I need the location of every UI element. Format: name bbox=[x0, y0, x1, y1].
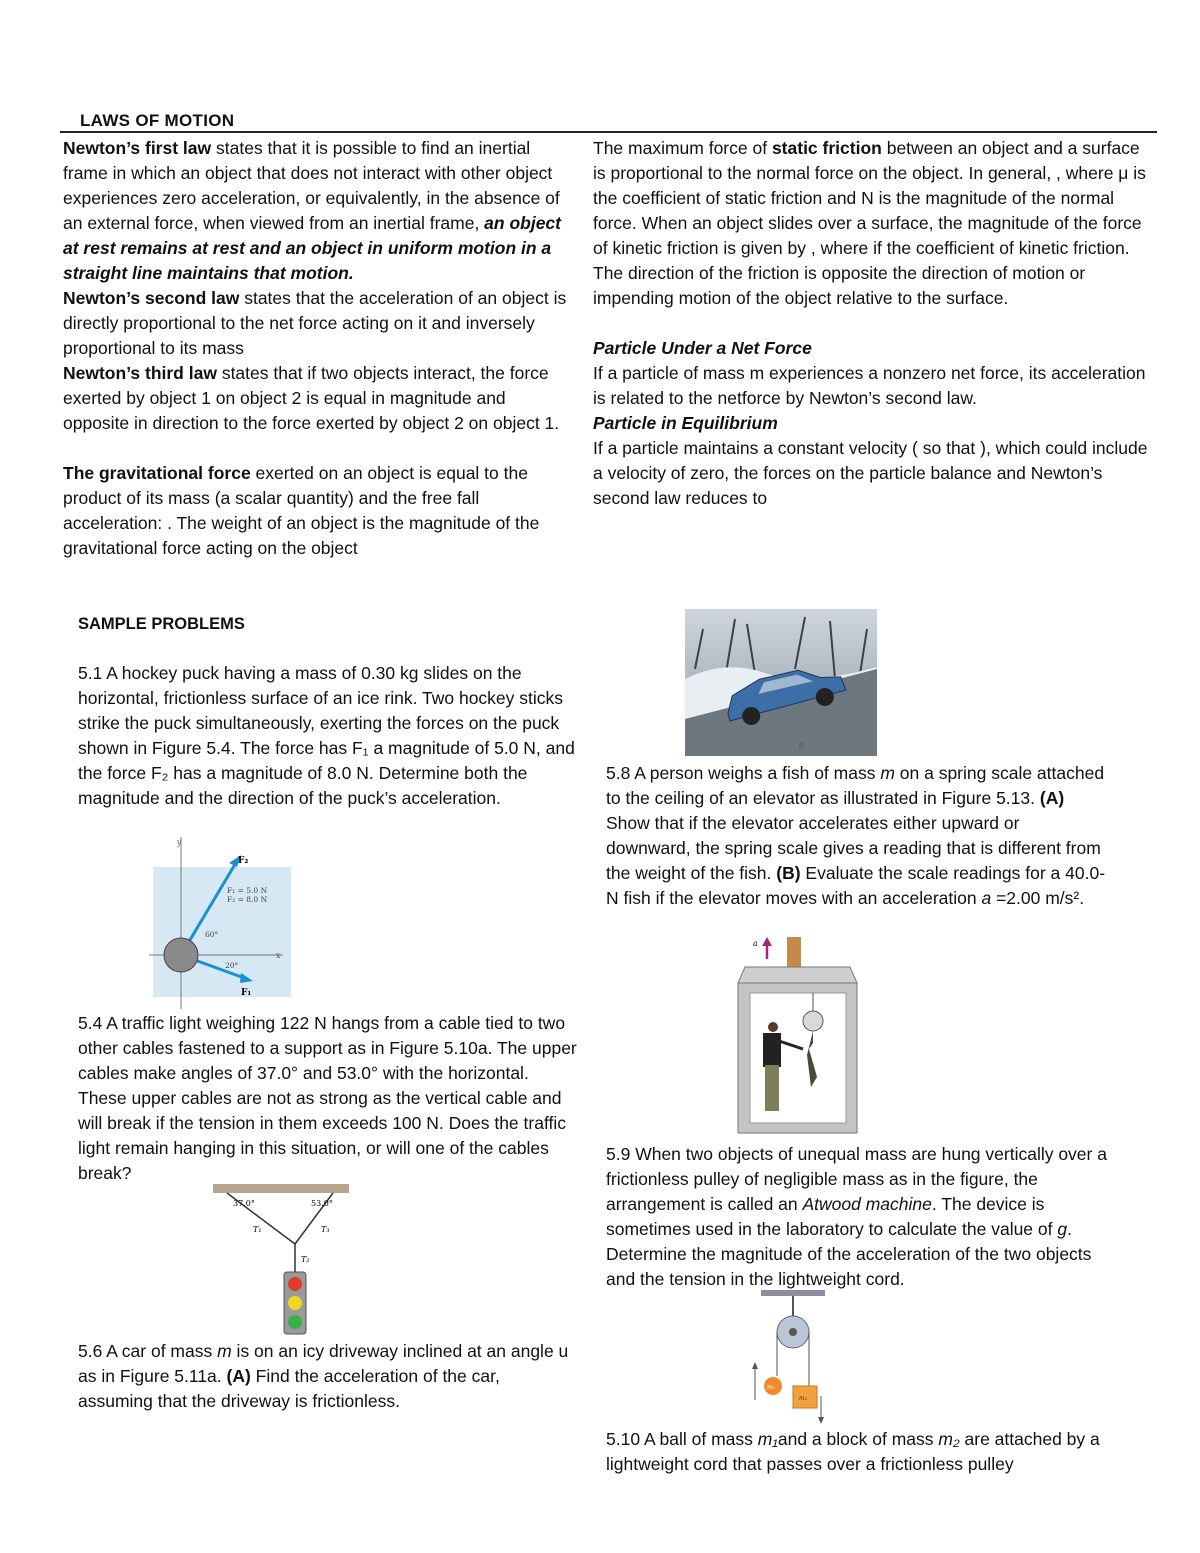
second-law-term: Newton’s second law bbox=[63, 288, 240, 308]
first-law-text: states that it is possible to find an inertial frame in which an object that does not interact with other object experiences zero acceleration, or equivalently, in the absence of an external force, when viewed from an inertial frame, bbox=[63, 138, 560, 233]
friction-paragraph bbox=[593, 136, 1153, 311]
angle-60: 60° bbox=[205, 930, 219, 939]
t1-label: T₁ bbox=[253, 1225, 262, 1234]
person-torso bbox=[763, 1033, 781, 1067]
second-law-text: states that the acceleration of an object is directly proportional to the net force acting on it and inversely proportional to its mass bbox=[63, 288, 567, 358]
figure-elevator bbox=[735, 937, 860, 1135]
second-law-paragraph bbox=[63, 286, 573, 361]
angle-20: 20° bbox=[225, 961, 239, 970]
f1-value: F₁ = 5.0 N bbox=[227, 886, 268, 895]
title-divider bbox=[60, 131, 1157, 133]
p59-b: . The device is sometimes used in the laboratory to calculate the value of bbox=[606, 1194, 1058, 1239]
sample-problems-heading: SAMPLE PROBLEMS bbox=[78, 615, 245, 633]
page-title: LAWS OF MOTION bbox=[80, 111, 235, 130]
p58-a: 5.8 A person weighs a fish of mass bbox=[606, 763, 881, 783]
p510-m1: m₁ bbox=[757, 1429, 778, 1449]
p59-a: 5.9 When two objects of unequal mass are hung vertically over a frictionless pulley of negligible mass as in the figure, the arrangement is called an bbox=[606, 1144, 1107, 1214]
f2-label: F₂ bbox=[238, 856, 249, 866]
m2-motion-arrowhead bbox=[818, 1417, 824, 1424]
equilibrium-heading: Particle in Equilibrium bbox=[593, 413, 778, 433]
p58-e: =2.00 m/s². bbox=[991, 888, 1085, 908]
left-theory-column bbox=[63, 136, 573, 561]
person-head bbox=[768, 1022, 778, 1032]
x-axis-label: x bbox=[276, 951, 281, 960]
t2-label: T₂ bbox=[301, 1255, 310, 1264]
elevator-diagram bbox=[735, 937, 860, 1135]
incline-angle-label: θ bbox=[799, 742, 804, 751]
third-law-term: Newton’s third law bbox=[63, 363, 217, 383]
p58-a-var: a bbox=[981, 888, 992, 908]
p510-m2: m₂ bbox=[938, 1429, 960, 1449]
angle-53: 53.0° bbox=[311, 1199, 333, 1208]
puck bbox=[164, 938, 198, 972]
net-force-text: If a particle of mass m experiences a nonzero net force, its acceleration is related to the netforce by Newton’s second law. bbox=[593, 363, 1146, 408]
figure-hockey-puck bbox=[145, 837, 295, 1012]
spring-scale bbox=[803, 1011, 823, 1031]
support-rope bbox=[787, 937, 801, 969]
person-legs bbox=[765, 1065, 779, 1111]
p56-part-a: (A) bbox=[226, 1366, 251, 1386]
friction-text: between an object and a surface is proportional to the normal force on the object. In general, , where μ is the coefficient of static friction and N is the magnitude of the normal force. When an object slides over a surface, the magnitude of the force of kinetic friction is given by , where if the coefficient of kinetic friction. The direction of the friction is opposite the direction of motion or impending motion of the object relative to the surface. bbox=[593, 138, 1146, 308]
p58-part-b: (B) bbox=[776, 863, 801, 883]
elevator-roof bbox=[738, 967, 857, 983]
p56-b: is on an icy driveway inclined at an angle u as in Figure 5.11a. bbox=[78, 1341, 569, 1386]
atwood-diagram bbox=[751, 1290, 827, 1425]
red-light bbox=[288, 1277, 302, 1291]
p59-c: . Determine the magnitude of the acceleration of the two objects and the tension in the lightweight cord. bbox=[606, 1219, 1092, 1289]
p58-c: Show that if the elevator accelerates either upward or downward, the spring scale gives a reading that is different from the weight of the fish. bbox=[606, 813, 1101, 883]
friction-pre: The maximum force of bbox=[593, 138, 772, 158]
green-light bbox=[288, 1315, 302, 1329]
p58-part-a: (A) bbox=[1039, 788, 1065, 808]
figure-car-incline bbox=[685, 609, 877, 756]
angle-37: 37.0° bbox=[233, 1199, 255, 1208]
problem-5-4-text: 5.4 A traffic light weighing 122 N hangs from a cable tied to two other cables fastened to a support as in Figure 5.10a. The upper cables make angles of 37.0° and 53.0° with the horizontal. These upper cables are not as strong as the vertical cable and will break if the tension in them exceeds 100 N. Does the traffic light remain hanging in this situation, or will one of the cables break? bbox=[78, 1013, 577, 1183]
yellow-light bbox=[288, 1296, 302, 1310]
puck-diagram bbox=[145, 837, 295, 1012]
problem-5-1 bbox=[78, 661, 578, 811]
problem-5-8 bbox=[606, 761, 1106, 911]
p58-m: m bbox=[880, 763, 895, 783]
gravity-term: The gravitational force bbox=[63, 463, 251, 483]
problem-5-10-text bbox=[606, 1427, 1116, 1477]
third-law-text: states that if two objects interact, the force exerted by object 1 on object 2 is equal in magnitude and opposite in direction to the force exerted by object 2 on object 1. bbox=[63, 363, 560, 433]
problem-5-6-text bbox=[78, 1339, 578, 1414]
first-law-paragraph bbox=[63, 136, 573, 286]
car-photo bbox=[685, 609, 877, 756]
problem-5-6 bbox=[78, 1339, 578, 1414]
problem-5-9 bbox=[606, 1142, 1116, 1292]
third-law-paragraph bbox=[63, 361, 573, 436]
p510-b: and a block of mass bbox=[777, 1429, 939, 1449]
gravity-text: exerted on an object is equal to the product of its mass (a scalar quantity) and the free fall acceleration: . The weight of an object is the magnitude of the gravitational force acting on the object bbox=[63, 463, 540, 558]
net-force-heading: Particle Under a Net Force bbox=[593, 338, 812, 358]
m2-label: m₂ bbox=[799, 1395, 808, 1402]
right-theory-column bbox=[593, 136, 1153, 511]
f2-value: F₂ = 8.0 N bbox=[227, 895, 268, 904]
p56-a: 5.6 A car of mass bbox=[78, 1341, 218, 1361]
first-law-emphasis: an object at rest remains at rest and an object in uniform motion in a straight line maintains that motion. bbox=[63, 213, 561, 283]
acceleration-arrowhead bbox=[762, 937, 772, 946]
pulley-axle bbox=[789, 1328, 797, 1336]
problem-5-4 bbox=[78, 1011, 578, 1186]
problem-5-10 bbox=[606, 1427, 1116, 1477]
problem-5-8-text bbox=[606, 761, 1106, 911]
friction-term: static friction bbox=[771, 138, 882, 158]
p58-d: Evaluate the scale readings for a 40.0-N fish if the elevator moves with an acceleration bbox=[606, 863, 1106, 908]
y-axis-label: y bbox=[177, 838, 182, 847]
p510-c: are attached by a lightweight cord that passes over a frictionless pulley bbox=[606, 1429, 1100, 1474]
ceiling-mount bbox=[761, 1290, 825, 1296]
p59-g: g bbox=[1057, 1219, 1068, 1239]
p58-b: on a spring scale attached to the ceiling of an elevator as illustrated in Figure 5.13. bbox=[606, 763, 1105, 808]
atwood-term: Atwood machine bbox=[802, 1194, 932, 1214]
acceleration-label: a bbox=[753, 939, 758, 948]
p510-a: 5.10 A ball of mass bbox=[606, 1429, 758, 1449]
figure-traffic-light bbox=[213, 1184, 349, 1336]
f1-label: F₁ bbox=[241, 988, 252, 998]
support-beam bbox=[213, 1184, 349, 1193]
m1-label: m₁ bbox=[767, 1384, 776, 1391]
problem-5-9-text bbox=[606, 1142, 1116, 1292]
problem-5-1-text: 5.1 A hockey puck having a mass of 0.30 kg slides on the horizontal, frictionless surface of an ice rink. Two hockey sticks strike the puck simultaneously, exerting the forces on the puck shown in Figure 5.4. The force has F₁ a magnitude of 5.0 N, and the force F₂ has a magnitude of 8.0 N. Determine both the magnitude and the direction of the puck’s acceleration. bbox=[78, 663, 575, 808]
traffic-light-diagram bbox=[213, 1184, 349, 1336]
equilibrium-text: If a particle maintains a constant velocity ( so that ), which could include a velocity of zero, the forces on the particle balance and Newton’s second law reduces to bbox=[593, 438, 1148, 508]
gravity-paragraph bbox=[63, 461, 573, 561]
p56-m: m bbox=[217, 1341, 232, 1361]
first-law-term: Newton’s first law bbox=[63, 138, 212, 158]
p56-c: Find the acceleration of the car, assuming that the driveway is frictionless. bbox=[78, 1366, 500, 1411]
m1-motion-arrowhead bbox=[752, 1362, 758, 1369]
t3-label: T₃ bbox=[321, 1225, 330, 1234]
figure-atwood-machine bbox=[751, 1290, 827, 1425]
